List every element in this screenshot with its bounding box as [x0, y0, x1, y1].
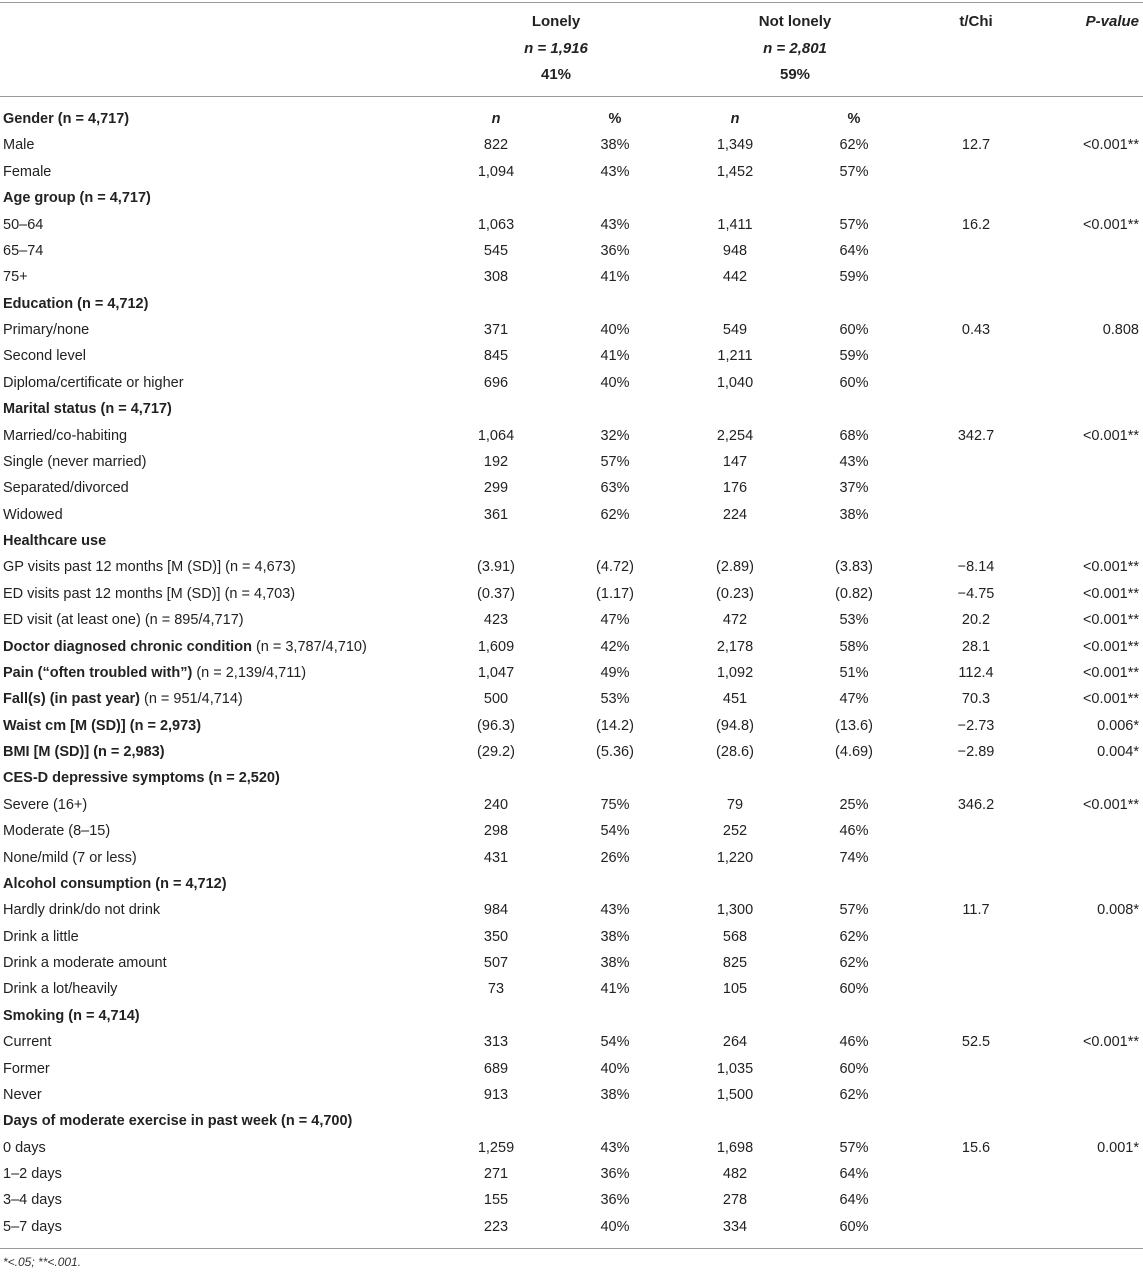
cell-not-lonely-pct: (0.82) [835, 585, 873, 602]
cell-not-lonely-pct: % [847, 111, 861, 127]
cell-test-stat: −8.14 [957, 559, 995, 576]
cell-not-lonely-pct: 60% [839, 981, 869, 998]
row-label: 75+ [3, 269, 28, 286]
bottom-rule [0, 1248, 1143, 1249]
cell-lonely-n: 155 [483, 1192, 509, 1209]
cell-not-lonely-pct: 53% [839, 612, 869, 629]
cell-p-value: <0.001** [1082, 585, 1139, 602]
row-label: Current [3, 1034, 52, 1051]
cell-not-lonely-n: 2,178 [716, 638, 754, 655]
cell-lonely-pct: 36% [600, 1166, 630, 1182]
row-label: Never [3, 1086, 42, 1103]
cell-not-lonely-pct: 64% [839, 1192, 869, 1209]
cell-lonely-pct: 38% [600, 137, 630, 154]
cell-lonely-pct: 43% [600, 902, 630, 919]
header-not-lonely [735, 9, 855, 89]
cell-lonely-n: 1,063 [477, 216, 515, 233]
cell-not-lonely-n: 482 [722, 1166, 748, 1182]
cell-p-value: 0.008* [1097, 902, 1139, 919]
cell-lonely-n: 696 [483, 374, 509, 391]
row-label: Male [3, 137, 35, 154]
cell-p-value: <0.001** [1082, 137, 1139, 154]
cell-lonely-n: 192 [483, 453, 509, 470]
cell-not-lonely-pct: 59% [839, 269, 869, 286]
row-label: Married/co-habiting [3, 427, 128, 444]
row-label [3, 634, 367, 660]
cell-not-lonely-pct: 64% [839, 242, 869, 259]
row-label: Widowed [3, 506, 63, 523]
table-row [0, 818, 1143, 844]
table-row [0, 634, 1143, 660]
cell-not-lonely-pct: 59% [839, 348, 869, 365]
cell-not-lonely-pct: 57% [839, 1139, 869, 1156]
cell-lonely-pct: % [608, 111, 622, 127]
cell-lonely-pct: 57% [600, 453, 630, 470]
cell-lonely-n: (0.37) [477, 585, 515, 602]
cell-p-value: 0.004* [1097, 744, 1139, 760]
row-label: Drink a lot/heavily [3, 981, 118, 998]
cell-not-lonely-n: 1,500 [716, 1086, 754, 1103]
table-row [0, 581, 1143, 607]
table-row [0, 343, 1143, 369]
row-label: 1–2 days [3, 1166, 62, 1182]
row-label: Marital status (n = 4,717) [3, 401, 172, 418]
table-row [0, 1187, 1143, 1213]
cell-not-lonely-pct: 57% [839, 163, 869, 180]
cell-lonely-pct: (14.2) [596, 717, 634, 734]
row-label: Moderate (8–15) [3, 823, 111, 840]
row-label-n: (n = 2,139/4,711) [192, 664, 307, 681]
row-label: 0 days [3, 1139, 46, 1156]
cell-not-lonely-pct: 38% [839, 506, 869, 523]
cell-not-lonely-pct: 51% [839, 664, 869, 681]
table-body [0, 106, 1143, 1240]
cell-not-lonely-n: 2,254 [716, 427, 754, 444]
cell-not-lonely-n: (28.6) [716, 744, 754, 760]
row-label: 50–64 [3, 216, 44, 233]
table-row [0, 423, 1143, 449]
row-label [3, 686, 243, 712]
cell-not-lonely-pct: 62% [839, 928, 869, 945]
cell-lonely-n: 1,047 [477, 664, 515, 681]
cell-p-value: <0.001** [1082, 559, 1139, 576]
cell-test-stat: 52.5 [961, 1034, 991, 1051]
row-label: Second level [3, 348, 87, 365]
row-label: Hardly drink/do not drink [3, 902, 161, 919]
cell-lonely-n: 984 [483, 902, 509, 919]
cell-not-lonely-pct: 60% [839, 1218, 869, 1235]
table-row [0, 660, 1143, 686]
row-label: Days of moderate exercise in past week (n = 4,700) [3, 1113, 353, 1130]
cell-lonely-pct: 38% [600, 1086, 630, 1103]
table-row [0, 686, 1143, 712]
cell-p-value: 0.808 [1102, 322, 1139, 338]
cell-not-lonely-pct: 37% [839, 480, 869, 497]
header-not-lonely-pct: 59% [779, 66, 811, 83]
cell-lonely-pct: 26% [600, 849, 630, 866]
cell-not-lonely-pct: 58% [839, 638, 869, 655]
footnote: *<.05; **<.001. [3, 1255, 82, 1269]
table-row [0, 212, 1143, 238]
cell-not-lonely-n: 442 [722, 269, 748, 286]
cell-p-value: 0.001* [1097, 1139, 1139, 1156]
cell-lonely-n: 689 [483, 1060, 509, 1077]
cell-p-value: <0.001** [1082, 691, 1139, 708]
cell-lonely-pct: 53% [600, 691, 630, 708]
cell-lonely-pct: 43% [600, 216, 630, 233]
cell-not-lonely-n: 147 [722, 453, 748, 470]
cell-lonely-pct: 38% [600, 928, 630, 945]
cell-lonely-n: 299 [483, 480, 509, 497]
cell-p-value: <0.001** [1082, 796, 1139, 813]
table-row [0, 1082, 1143, 1108]
cell-test-stat: −4.75 [957, 585, 995, 602]
cell-lonely-pct: (5.36) [596, 744, 634, 760]
table-category-row [0, 1108, 1143, 1134]
table-row [0, 1135, 1143, 1161]
cell-lonely-n: 271 [483, 1166, 509, 1182]
cell-lonely-pct: 63% [600, 480, 630, 497]
header-lonely-title: Lonely [531, 13, 581, 30]
cell-lonely-n: 1,094 [477, 163, 515, 180]
row-label-n: (n = 3,787/4,710) [251, 638, 367, 655]
cell-not-lonely-n: 825 [722, 955, 748, 971]
header-lonely-n: n = 1,916 [524, 39, 588, 57]
cell-not-lonely-n: 568 [722, 928, 748, 945]
table-category-row [0, 713, 1143, 739]
table-row [0, 950, 1143, 976]
row-label: Healthcare use [3, 533, 107, 549]
table-row [0, 1056, 1143, 1082]
cell-not-lonely-n: 472 [722, 612, 748, 629]
cell-not-lonely-n: (0.23) [716, 585, 754, 602]
cell-lonely-pct: 40% [600, 322, 630, 338]
row-label-n: (n = 951/4,714) [139, 691, 243, 708]
cell-lonely-pct: 36% [600, 1192, 630, 1209]
cell-lonely-pct: 41% [600, 269, 630, 286]
cell-test-stat: 15.6 [961, 1139, 991, 1156]
cell-p-value: <0.001** [1082, 216, 1139, 233]
cell-lonely-n: (29.2) [477, 744, 515, 760]
table-row [0, 449, 1143, 475]
cell-lonely-n: 500 [483, 691, 509, 708]
cell-not-lonely-pct: 43% [839, 453, 869, 470]
cell-lonely-n: (96.3) [477, 717, 515, 734]
cell-lonely-n: 1,064 [477, 427, 515, 444]
row-label: 5–7 days [3, 1218, 62, 1235]
cell-not-lonely-n: (94.8) [716, 717, 754, 734]
cell-not-lonely-pct: 68% [839, 427, 869, 444]
cell-lonely-pct: (4.72) [596, 559, 634, 576]
row-label: Waist cm [M (SD)] (n = 2,973) [3, 717, 202, 734]
row-label: ED visit (at least one) (n = 895/4,717) [3, 612, 244, 629]
cell-not-lonely-pct: 60% [839, 374, 869, 391]
cell-lonely-pct: 36% [600, 242, 630, 259]
row-label [3, 660, 306, 686]
cell-lonely-n: 507 [483, 955, 509, 971]
cell-p-value: <0.001** [1082, 1034, 1139, 1051]
table-row [0, 264, 1143, 290]
table-row [0, 1214, 1143, 1240]
cell-not-lonely-n: 1,040 [716, 374, 754, 391]
table-row [0, 607, 1143, 633]
cell-lonely-n: 822 [483, 137, 509, 154]
cell-not-lonely-pct: (3.83) [835, 559, 873, 576]
cell-test-stat: −2.73 [957, 717, 995, 734]
table-row [0, 1161, 1143, 1187]
cell-lonely-n: 361 [483, 506, 509, 523]
cell-lonely-pct: 47% [600, 612, 630, 629]
cell-not-lonely-pct: 60% [839, 322, 869, 338]
row-label: ED visits past 12 months [M (SD)] (n = 4,703) [3, 585, 296, 602]
table-category-row [0, 739, 1143, 765]
cell-lonely-n: 913 [483, 1086, 509, 1103]
cell-lonely-pct: 41% [600, 981, 630, 998]
row-label: Severe (16+) [3, 796, 88, 813]
cell-lonely-pct: (1.17) [596, 585, 634, 602]
cell-not-lonely-n: 79 [726, 796, 744, 813]
cell-test-stat: 0.43 [961, 322, 991, 338]
cell-not-lonely-n: 252 [722, 823, 748, 840]
row-label: CES-D depressive symptoms (n = 2,520) [3, 770, 280, 787]
row-label-bold: Pain (“often troubled with”) [3, 664, 193, 681]
cell-lonely-n: 350 [483, 928, 509, 945]
table-category-row [0, 765, 1143, 791]
table-row [0, 792, 1143, 818]
cell-lonely-pct: 40% [600, 374, 630, 391]
header-not-lonely-n: n = 2,801 [763, 39, 827, 57]
table-row [0, 1029, 1143, 1055]
row-label: Smoking (n = 4,714) [3, 1007, 140, 1024]
row-label-bold: Doctor diagnosed chronic condition [3, 638, 252, 655]
cell-test-stat: 11.7 [962, 902, 990, 919]
cell-test-stat: 70.3 [961, 691, 991, 708]
cell-not-lonely-n: 948 [722, 242, 748, 259]
cell-lonely-n: 371 [483, 322, 509, 338]
cell-lonely-pct: 62% [600, 506, 630, 523]
cell-test-stat: 28.1 [961, 638, 991, 655]
cell-lonely-pct: 75% [600, 796, 630, 813]
table-row [0, 370, 1143, 396]
row-label: Diploma/certificate or higher [3, 374, 184, 391]
cell-test-stat: 342.7 [957, 427, 995, 444]
cell-not-lonely-n: 334 [722, 1218, 748, 1235]
cell-lonely-pct: 40% [600, 1218, 630, 1235]
cell-not-lonely-pct: 74% [839, 849, 869, 866]
cell-lonely-n: 1,609 [477, 638, 515, 655]
top-rule [0, 2, 1143, 3]
row-label: Single (never married) [3, 453, 147, 470]
cell-lonely-pct: 49% [600, 664, 630, 681]
cell-not-lonely-n: 1,035 [716, 1060, 754, 1077]
row-label: Drink a moderate amount [3, 955, 167, 971]
cell-not-lonely-pct: 25% [839, 796, 869, 813]
cell-lonely-n: 223 [483, 1218, 509, 1235]
cell-not-lonely-n: 278 [722, 1192, 748, 1209]
cell-lonely-n: 298 [483, 823, 509, 840]
cell-p-value: 0.006* [1097, 717, 1139, 734]
cell-test-stat: 16.2 [961, 216, 991, 233]
row-label: GP visits past 12 months [M (SD)] (n = 4,673) [3, 559, 296, 576]
table-category-row [0, 528, 1143, 554]
cell-lonely-n: 313 [483, 1034, 509, 1051]
header-p-value: P-value [1085, 13, 1139, 30]
cell-lonely-pct: 38% [600, 955, 630, 971]
cell-lonely-pct: 42% [600, 638, 630, 655]
table-category-row [0, 1003, 1143, 1029]
cell-p-value: <0.001** [1082, 427, 1139, 444]
row-label: 3–4 days [3, 1192, 62, 1209]
cell-not-lonely-pct: 46% [839, 1034, 869, 1051]
cell-not-lonely-n: 1,220 [716, 849, 754, 866]
cell-lonely-n: (3.91) [477, 559, 515, 576]
cell-not-lonely-n: 1,211 [717, 348, 753, 365]
row-label-bold: Fall(s) (in past year) [3, 691, 140, 708]
header-stat: t/Chi [959, 13, 993, 30]
row-label: Age group (n = 4,717) [3, 190, 151, 207]
header-lonely-pct: 41% [540, 66, 572, 83]
row-label: Alcohol consumption (n = 4,712) [3, 875, 227, 892]
table-row [0, 132, 1143, 158]
cell-not-lonely-pct: (13.6) [835, 717, 873, 734]
cell-test-stat: −2.89 [957, 744, 995, 760]
table-row [0, 897, 1143, 923]
row-label: Drink a little [3, 928, 79, 945]
cell-not-lonely-pct: (4.69) [835, 744, 873, 760]
cell-not-lonely-pct: 57% [839, 902, 869, 919]
cell-test-stat: 12.7 [961, 137, 991, 154]
table-row [0, 317, 1143, 343]
cell-lonely-pct: 43% [600, 1139, 630, 1156]
table-row [0, 238, 1143, 264]
cell-p-value: <0.001** [1082, 664, 1139, 681]
table-row [0, 845, 1143, 871]
cell-not-lonely-n: 1,092 [716, 664, 754, 681]
table-row [0, 475, 1143, 501]
cell-not-lonely-pct: 62% [839, 955, 869, 971]
row-label: Former [3, 1060, 50, 1077]
header-lonely [496, 9, 616, 89]
header-not-lonely-title: Not lonely [758, 13, 832, 30]
cell-lonely-n: n [491, 111, 501, 127]
cell-p-value: <0.001** [1082, 612, 1139, 629]
row-label: BMI [M (SD)] (n = 2,983) [3, 744, 165, 760]
cell-not-lonely-pct: 64% [839, 1166, 869, 1182]
cell-not-lonely-pct: 47% [839, 691, 869, 708]
cell-lonely-n: 845 [483, 348, 509, 365]
cell-not-lonely-pct: 60% [839, 1060, 869, 1077]
cell-lonely-pct: 54% [600, 1034, 630, 1051]
cell-lonely-n: 545 [483, 242, 509, 259]
table-row [0, 159, 1143, 185]
cell-test-stat: 346.2 [957, 796, 995, 813]
cell-not-lonely-n: 264 [722, 1034, 748, 1051]
table-row [0, 976, 1143, 1002]
table-row [0, 924, 1143, 950]
cell-lonely-pct: 41% [600, 348, 630, 365]
cell-not-lonely-n: 1,300 [716, 902, 754, 919]
cell-not-lonely-n: 1,452 [716, 163, 754, 180]
cell-lonely-pct: 43% [600, 163, 630, 180]
cell-p-value: <0.001** [1082, 638, 1139, 655]
cell-not-lonely-n: 1,349 [716, 137, 754, 154]
row-label: Primary/none [3, 322, 90, 338]
cell-lonely-pct: 32% [600, 427, 630, 444]
row-label: Gender (n = 4,717) [3, 111, 130, 127]
table-category-row [0, 396, 1143, 422]
cell-not-lonely-pct: 62% [839, 137, 869, 154]
cell-not-lonely-pct: 57% [839, 216, 869, 233]
table-category-row [0, 185, 1143, 211]
cell-not-lonely-n: 176 [722, 480, 748, 497]
table-row [0, 554, 1143, 580]
header-rule [0, 96, 1143, 97]
cell-test-stat: 112.4 [958, 664, 994, 681]
table-row [0, 502, 1143, 528]
cell-not-lonely-n: 549 [722, 322, 748, 338]
cell-not-lonely-n: 224 [722, 506, 748, 523]
cell-not-lonely-n: n [730, 111, 740, 127]
table-category-row [0, 291, 1143, 317]
cell-lonely-pct: 40% [600, 1060, 630, 1077]
cell-not-lonely-n: 1,698 [716, 1139, 754, 1156]
table-category-row [0, 106, 1143, 132]
row-label: Female [3, 163, 52, 180]
cell-lonely-n: 73 [487, 981, 505, 998]
cell-lonely-n: 1,259 [477, 1139, 515, 1156]
row-label: None/mild (7 or less) [3, 849, 137, 866]
cell-lonely-n: 431 [483, 849, 509, 866]
cell-not-lonely-n: (2.89) [716, 559, 754, 576]
cell-lonely-n: 308 [483, 269, 509, 286]
cell-not-lonely-n: 451 [722, 691, 748, 708]
cell-lonely-n: 240 [483, 796, 509, 813]
row-label: Education (n = 4,712) [3, 295, 149, 312]
cell-not-lonely-pct: 62% [839, 1086, 869, 1103]
row-label: 65–74 [3, 242, 44, 259]
table-category-row [0, 871, 1143, 897]
cell-lonely-pct: 54% [600, 823, 630, 840]
cell-test-stat: 20.2 [961, 612, 991, 629]
cell-lonely-n: 423 [483, 612, 509, 629]
row-label: Separated/divorced [3, 480, 129, 497]
cell-not-lonely-pct: 46% [839, 823, 869, 840]
cell-not-lonely-n: 1,411 [717, 216, 753, 233]
cell-not-lonely-n: 105 [722, 981, 748, 998]
